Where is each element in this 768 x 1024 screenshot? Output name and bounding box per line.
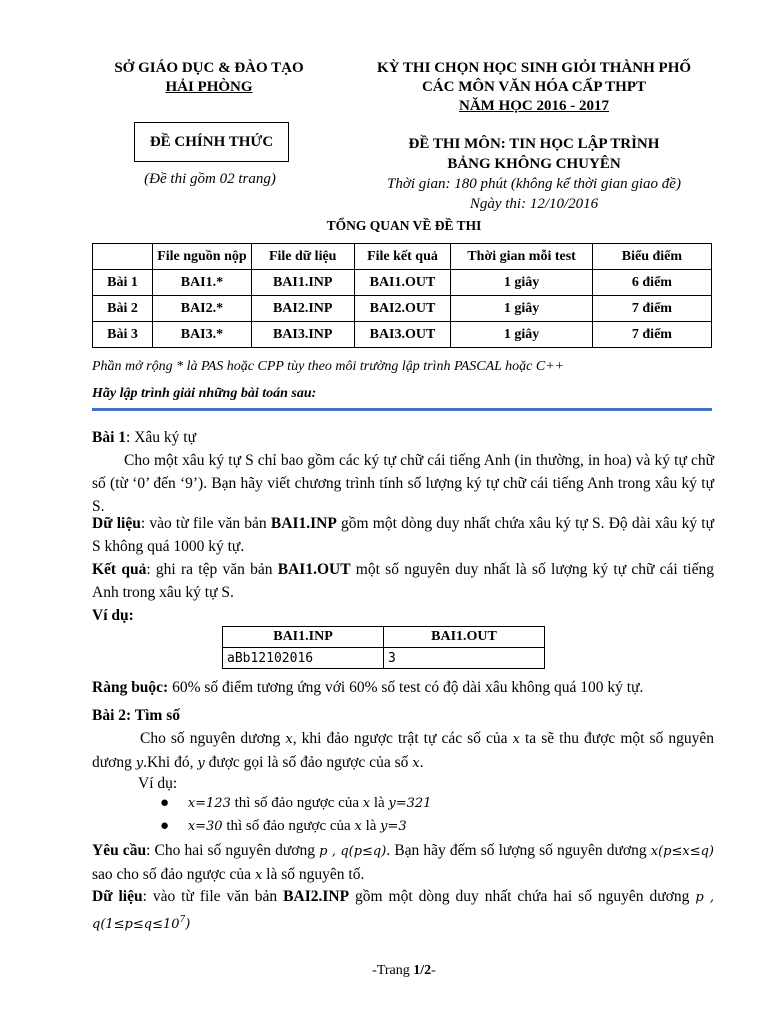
overview-cell: 1 giây	[451, 296, 593, 322]
bullet-text: là	[370, 795, 389, 811]
overview-cell: BAI3.INP	[251, 322, 354, 348]
problem2-requirement	[92, 839, 714, 887]
example-cell: 3	[384, 648, 545, 669]
constraint-text: 60% số điểm tương ứng với 60% số test có độ dài xâu không quá 100 ký tự.	[172, 679, 644, 696]
problem2-desc-f: .	[419, 754, 424, 771]
overview-cell: Bài 2	[93, 296, 153, 322]
problem1-constraint	[92, 676, 714, 699]
instruction: Hãy lập trình giải những bài toán sau:	[92, 386, 317, 401]
problem2-data-label: Dữ liệu	[92, 888, 143, 905]
overview-cell: Bài 1	[93, 270, 153, 296]
problem1-input-file: BAI1.INP	[270, 515, 337, 532]
requirement-range: x(p≤x≤q)	[650, 844, 714, 859]
footer-prefix: -Trang	[372, 963, 414, 978]
overview-row	[93, 270, 712, 296]
problem1-heading	[92, 426, 714, 449]
pages-note: (Đề thi gồm 02 trang)	[144, 171, 276, 187]
example-header-cell: BAI1.OUT	[384, 627, 545, 648]
problem1-data-text-rest: gồm một dòng duy nhất chứa xâu ký tự S. Độ dài xâu ký tự S không quá 1000 ký tự.	[92, 515, 715, 555]
problem1-output-spec	[92, 558, 714, 604]
school-year: NĂM HỌC 2016 - 2017	[459, 98, 609, 114]
bullet-text: là	[361, 818, 381, 834]
overview-header-row	[93, 244, 712, 270]
official-label: ĐỀ CHÍNH THỨC	[149, 133, 274, 150]
overview-cell: BAI1.OUT	[354, 270, 451, 296]
official-label-box	[134, 122, 289, 162]
page-number: 1/2	[413, 963, 432, 978]
var-x: x	[412, 756, 420, 771]
overview-cell: Bài 3	[93, 322, 153, 348]
bullet-text: thì số đảo ngược của	[230, 795, 363, 811]
var-x: x	[362, 796, 371, 811]
var-x: x	[285, 732, 293, 747]
exam-category: CÁC MÔN VĂN HÓA CẤP THPT	[421, 79, 647, 95]
bullet-lhs: x=123	[187, 796, 231, 811]
problem1-label: Bài 1	[92, 429, 127, 446]
overview-cell: 7 điểm	[592, 296, 711, 322]
exponent: 7	[179, 915, 186, 925]
city-name: HẢI PHÒNG	[165, 79, 253, 95]
problem2-heading: Bài 2: Tìm số	[92, 707, 180, 724]
exam-name: KỲ THI CHỌN HỌC SINH GIỎI THÀNH PHỐ	[376, 60, 692, 76]
department-name: SỞ GIÁO DỤC & ĐÀO TẠO	[114, 60, 304, 76]
subject-block	[348, 134, 720, 214]
var-y: y	[197, 756, 205, 771]
problem2-desc-c: ta sẽ thu được một số nguyên dương	[92, 730, 714, 771]
overview-header-cell	[93, 244, 153, 270]
requirement-text-a: : Cho hai số nguyên dương	[146, 842, 320, 859]
problem2-pq-range: p , q(1≤p≤q≤10	[92, 890, 715, 933]
constraint-label: Ràng buộc:	[92, 679, 173, 696]
overview-header-cell: File dữ liệu	[251, 244, 354, 270]
var-x: x	[512, 732, 520, 747]
example-header-cell: BAI1.INP	[223, 627, 384, 648]
problem2-desc-e: được gọi là số đảo ngược của số	[204, 754, 413, 771]
overview-cell: BAI2.OUT	[354, 296, 451, 322]
overview-header-cell: File nguồn nộp	[153, 244, 252, 270]
header-left	[84, 59, 334, 97]
overview-row	[93, 322, 712, 348]
var-x: x	[354, 819, 362, 834]
overview-cell: BAI2.*	[153, 296, 252, 322]
subject-title: ĐỀ THI MÔN: TIN HỌC LẬP TRÌNH	[408, 136, 660, 152]
overview-cell: BAI1.*	[153, 270, 252, 296]
problem1-input-spec	[92, 512, 714, 558]
problem1-title: : Xâu ký tự	[126, 429, 196, 446]
overview-table	[92, 243, 712, 348]
bullet-icon: ●	[160, 818, 170, 834]
exam-duration: Thời gian: 180 phút (không kể thời gian giao đề)	[387, 176, 681, 192]
section-divider	[92, 408, 712, 411]
problem1-output-file: BAI1.OUT	[277, 561, 351, 578]
problem2-input-file: BAI2.INP	[283, 888, 350, 905]
example-cell: aBb12102016	[223, 648, 384, 669]
var-x: x	[254, 868, 263, 883]
problem1-example-table	[222, 626, 545, 669]
overview-header-cell: File kết quả	[354, 244, 451, 270]
problem2-data-text-b: gồm một dòng duy nhất chứa hai số nguyên dương	[349, 888, 696, 905]
problem1-data-text: : vào từ file văn bản	[140, 515, 271, 532]
example-bullet	[160, 818, 407, 835]
problem1-result-text-rest: một số nguyên duy nhất là số lượng ký tự chữ cái tiếng Anh trong xâu ký tự S.	[92, 561, 714, 601]
var-y: y	[135, 756, 144, 771]
overview-header-cell: Thời gian mỗi test	[451, 244, 593, 270]
overview-title: TỔNG QUAN VỀ ĐỀ THI	[326, 218, 482, 233]
problem2-input-spec	[92, 885, 714, 936]
overview-cell: 1 giây	[451, 270, 593, 296]
example-header-row	[223, 627, 545, 648]
subject-track: BẢNG KHÔNG CHUYÊN	[447, 156, 621, 172]
requirement-label: Yêu cầu	[92, 842, 147, 859]
bullet-rhs: y=321	[388, 796, 432, 811]
example-bullet	[160, 795, 431, 812]
overview-cell: 1 giây	[451, 322, 593, 348]
footer-suffix: -	[431, 963, 436, 978]
problem2-desc-d: .Khi đó,	[143, 754, 198, 771]
overview-cell: BAI1.INP	[251, 270, 354, 296]
problem2-description	[92, 727, 714, 775]
problem1-description: Cho một xâu ký tự S chỉ bao gồm các ký tự chữ cái tiếng Anh (in thường, in hoa) và ký tự chữ số (từ ‘0’ đến ‘9’). Bạn hãy viết chương trình tính số lượng ký tự chữ cái tiếng Anh trong xâu ký tự S.	[92, 452, 714, 515]
overview-cell: 7 điểm	[592, 322, 711, 348]
requirement-text-b: . Bạn hãy đếm số lượng số nguyên dương	[386, 842, 651, 859]
problem2-close-paren: )	[185, 917, 191, 933]
bullet-lhs: x=30	[187, 819, 223, 834]
problem1-result-text: : ghi ra tệp văn bản	[146, 561, 278, 578]
overview-header-cell: Biểu điểm	[592, 244, 711, 270]
bullet-rhs: y=3	[380, 819, 407, 834]
example-row	[223, 648, 545, 669]
problem1-example-label: Ví dụ:	[92, 607, 134, 624]
bullet-text: thì số đảo ngược của	[222, 818, 355, 834]
page-footer	[84, 963, 724, 979]
overview-cell: BAI2.INP	[251, 296, 354, 322]
extension-note: Phần mở rộng * là PAS hoặc CPP tùy theo môi trường lập trình PASCAL hoặc C++	[92, 359, 565, 374]
problem2-desc-b: , khi đảo ngược trật tự các số của	[292, 730, 513, 747]
overview-cell: 6 điểm	[592, 270, 711, 296]
header-right	[348, 59, 720, 116]
requirement-text-c: sao cho số đảo ngược của	[92, 866, 255, 883]
requirement-text-d: là số nguyên tố.	[262, 866, 365, 883]
requirement-pq: p , q(p≤q)	[319, 844, 387, 859]
overview-row	[93, 296, 712, 322]
problem2-data-text-a: : vào từ file văn bản	[142, 888, 284, 905]
bullet-icon: ●	[160, 795, 170, 811]
problem1-result-label: Kết quả	[92, 561, 147, 578]
exam-date: Ngày thi: 12/10/2016	[469, 196, 599, 212]
problem2-desc-a: Cho số nguyên dương	[140, 730, 286, 747]
overview-cell: BAI3.OUT	[354, 322, 451, 348]
overview-cell: BAI3.*	[153, 322, 252, 348]
problem2-example-label: Ví dụ:	[138, 775, 178, 792]
problem1-data-label: Dữ liệu	[92, 515, 141, 532]
